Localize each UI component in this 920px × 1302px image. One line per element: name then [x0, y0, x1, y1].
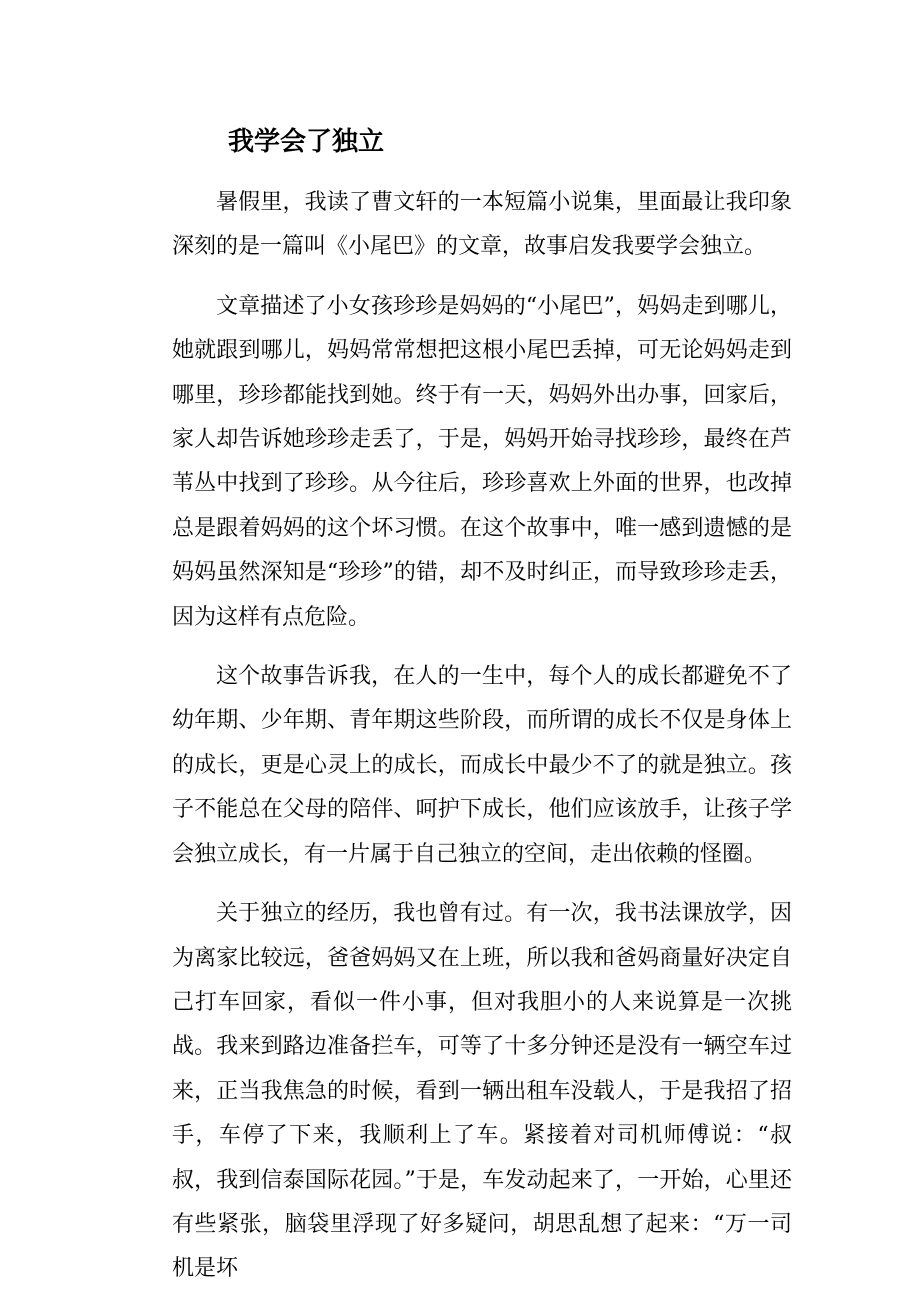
document-body — [172, 181, 792, 1292]
paragraph: 这个故事告诉我，在人的一生中，每个人的成长都避免不了幼年期、少年期、青年期这些阶段，而所谓的成长不仅是身体上的成长，更是心灵上的成长，而成长中最少不了的就是独立。孩子不能总在父母的陪伴、呵护下成长，他们应该放手，让孩子学会独立成长，有一片属于自己独立的空间，走出依赖的怪圈。 — [172, 664, 792, 867]
paragraph: 暑假里，我读了曹文轩的一本短篇小说集，里面最让我印象深刻的是一篇叫《小尾巴》的文章，故事启发我要学会独立。 — [172, 190, 792, 260]
paragraph: 关于独立的经历，我也曾有过。有一次，我书法课放学，因为离家比较远，爸爸妈妈又在上班，所以我和爸妈商量好决定自己打车回家，看似一件小事，但对我胆小的人来说算是一次挑战。我来到路边准备拦车，可等了十多分钟还是没有一辆空车过来，正当我焦急的时候，看到一辆出租车没载人，于是我招了招手，车停了下来，我顺利上了车。紧接着对司机师傅说：“叔叔，我到信泰国际花园。”于是，车发动起来了，一开始，心里还有些紧张，脑袋里浮现了好多疑问，胡思乱想了起来：“万一司机是坏 — [172, 901, 792, 1282]
paragraph: 文章描述了小女孩珍珍是妈妈的“小尾巴”，妈妈走到哪儿，她就跟到哪儿，妈妈常常想把这根小尾巴丢掉，可无论妈妈走到哪里，珍珍都能找到她。终于有一天，妈妈外出办事，回家后，家人却告诉她珍珍走丢了，于是，妈妈开始寻找珍珍，最终在芦苇丛中找到了珍珍。从今往后，珍珍喜欢上外面的世界，也改掉总是跟着妈妈的这个坏习惯。在这个故事中，唯一感到遗憾的是妈妈虽然深知是“珍珍”的错，却不及时纠正，而导致珍珍走丢，因为这样有点危险。 — [172, 293, 792, 630]
document-title: 我学会了独立 — [228, 127, 385, 157]
